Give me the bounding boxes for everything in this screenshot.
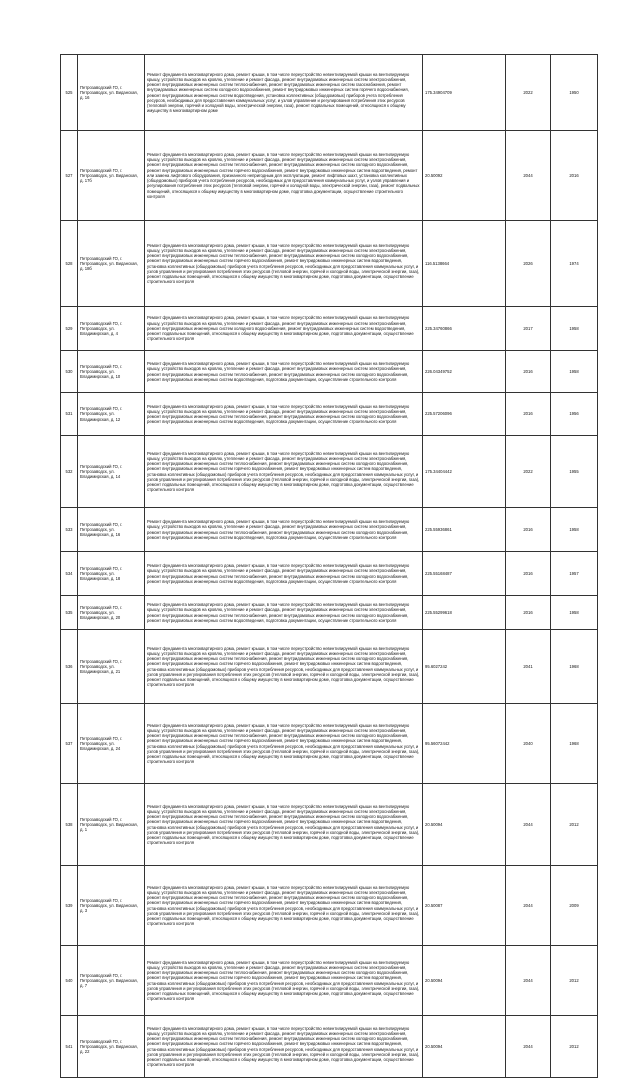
construction-year-cell-text: 1958 <box>569 368 579 374</box>
works-list-cell-text: Ремонт фундамента многоквартирного дома, ремонт крыши, в том числе переустройство невентилируемой крыши на вентилируемую крышу, устройство выходов на кровлю, утепление и ремонт фасада, ремонт внутридомовых инженерных систем электроснабжения, ремонт внутридомовых инженерных систем теплоснабжения, ремонт внутридомовых инженерных систем холодного водоснабжения, ремонт внутридомовых инженерных систем водоотведения, подготовка документации, осуществление строительного контроля <box>147 602 410 623</box>
address-cell <box>78 351 145 393</box>
address-cell <box>78 436 145 508</box>
works-list-cell <box>145 351 423 393</box>
table-row <box>61 946 598 1016</box>
planned-year-cell-text: 2022 <box>523 89 533 95</box>
works-list-cell-text: Ремонт фундамента многоквартирного дома, ремонт крыши, в том числе переустройство невентилируемой крыши на вентилируемую крышу, устройство выходов на кровлю, утепление и ремонт фасада, ремонт внутридомовых инженерных систем электроснабжения, ремонт внутридомовых инженерных систем теплоснабжения, ремонт внутридомовых инженерных систем холодного водоснабжения, ремонт внутридомовых инженерных систем горячего водоснабжения, ремонт внутридомовых инженерных систем водоотведения, ремонт или замена лифтового оборудования, признанного непригодным для эксплуатации, ремонт лифтовых шахт, установка коллективных (общедомовых) приборов учета потребления ресурсов, необходимых для предоставления коммунальных услуг, и узлов управления и регулирования потребления этих ресурсов (тепловой энергии, горячей и холодной воды, электрической энергии, газа), ремонт подвальных помещений, относящихся к общему имуществу в многоквартирном доме, подготовка документации, осуществление строительного контроля <box>147 152 420 199</box>
works-list-cell <box>145 393 423 436</box>
address-cell-text: Петрозаводский ГО, г. Петрозаводск, ул. Виданская, д. 22 <box>80 1038 138 1055</box>
row-number <box>61 508 78 552</box>
row-number-text: 525 <box>65 89 73 95</box>
row-number-text: 537 <box>65 740 73 746</box>
works-list-cell <box>145 508 423 552</box>
row-number <box>61 131 78 221</box>
works-list-cell-text: Ремонт фундамента многоквартирного дома, ремонт крыши, в том числе переустройство невентилируемой крыши на вентилируемую крышу, устройство выходов на кровлю, утепление и ремонт фасада, ремонт внутридомовых инженерных систем электроснабжения, ремонт внутридомовых инженерных систем теплоснабжения, ремонт внутридомовых инженерных систем холодного водоснабжения, ремонт внутридомовых инженерных систем водоотведения, подготовка документации, осуществление строительного контроля <box>147 563 410 584</box>
works-list-cell-text: Ремонт фундамента многоквартирного дома, ремонт крыши, в том числе переустройство невентилируемой крыши на вентилируемую крышу, устройство выходов на кровлю, утепление и ремонт фасада, ремонт внутридомовых инженерных систем электроснабжения, ремонт внутридомовых инженерных систем теплоснабжения, ремонт внутридомовых инженерных систем холодного водоснабжения, ремонт внутридомовых инженерных систем горячего водоснабжения, ремонт внутридомовых инженерных систем водоотведения, установка коллективных (общедомовых) приборов учета потребления ресурсов, необходимых для предоставления коммунальных услуг, и узлов управления и регулирования потребления этих ресурсов (тепловой энергии, горячей и холодной воды, электрической энергии, газа), ремонт подвальных помещений, относящихся к общему имуществу в многоквартирном доме, подготовка документации, осуществление строительного контроля <box>147 959 420 1002</box>
construction-year-cell <box>551 508 598 552</box>
address-cell <box>78 784 145 866</box>
cost-value-cell <box>423 508 506 552</box>
row-number <box>61 393 78 436</box>
works-list-cell-text: Ремонт фундамента многоквартирного дома, ремонт крыши, в том числе переустройство невентилируемой крыши на вентилируемую крышу, устройство выходов на кровлю, утепление и ремонт фасада, ремонт внутридомовых инженерных систем электроснабжения, ремонт внутридомовых инженерных систем теплоснабжения, ремонт внутридомовых инженерных систем холодного водоснабжения, ремонт внутридомовых инженерных систем водоотведения, подготовка документации, осуществление строительного контроля <box>147 403 410 425</box>
construction-year-cell-text: 1958 <box>569 526 579 532</box>
row-number-text: 527 <box>65 172 73 178</box>
table-row <box>61 630 598 704</box>
planned-year-cell <box>506 393 551 436</box>
planned-year-cell-text: 2016 <box>523 411 533 417</box>
address-cell-text: Петрозаводский ГО, г. Петрозаводск, ул. Владимирская, д. 18 <box>80 565 123 582</box>
planned-year-cell <box>506 508 551 552</box>
address-cell <box>78 596 145 630</box>
planned-year-cell-text: 2044 <box>523 902 533 908</box>
cost-value-cell <box>423 596 506 630</box>
works-list-cell <box>145 221 423 307</box>
address-cell-text: Петрозаводский ГО, г. Петрозаводск, ул. Виданская, д. 17б <box>80 167 138 184</box>
cost-value-cell-text: 175.34404442 <box>425 468 452 474</box>
cost-value-cell-text: 20.50092 <box>425 172 443 178</box>
works-list-cell <box>145 131 423 221</box>
table-row <box>61 436 598 508</box>
row-number <box>61 351 78 393</box>
cost-value-cell-text: 225.57206096 <box>425 411 452 417</box>
table-row <box>61 307 598 351</box>
cost-value-cell <box>423 552 506 596</box>
cost-value-cell <box>423 436 506 508</box>
row-number-text: 536 <box>65 663 73 669</box>
address-cell-text: Петрозаводский ГО, г. Петрозаводск, ул. Владимирская, д. 4 <box>80 320 123 337</box>
row-number-text: 535 <box>65 609 73 615</box>
works-list-cell-text: Ремонт фундамента многоквартирного дома, ремонт крыши, в том числе переустройство невентилируемой крыши на вентилируемую крышу, устройство выходов на кровлю, утепление и ремонт фасада, ремонт внутридомовых инженерных систем электроснабжения, ремонт внутридомовых инженерных систем теплоснабжения, ремонт внутридомовых инженерных систем холодного водоснабжения, ремонт внутридомовых инженерных систем горячего водоснабжения, ремонт внутридомовых инженерных систем водоотведения, установка коллективных (общедомовых) приборов учета потребления ресурсов, необходимых для предоставления коммунальных услуг, и узлов управления и регулирования потребления этих ресурсов (тепловой энергии, горячей и холодной воды, электрической энергии, газа), ремонт подвальных помещений, относящихся к общему имуществу в многоквартирном доме, подготовка документации, осуществление строительного контроля <box>147 722 420 765</box>
table-body <box>61 55 598 1078</box>
address-cell <box>78 704 145 784</box>
planned-year-cell-text: 2041 <box>523 663 533 669</box>
address-cell-text: Петрозаводский ГО, г. Петрозаводск, ул. Виданская, д. 1 <box>80 816 138 833</box>
row-number-text: 540 <box>65 977 73 983</box>
works-list-cell <box>145 55 423 131</box>
works-list-cell <box>145 704 423 784</box>
row-number-text: 531 <box>65 411 73 417</box>
row-number <box>61 630 78 704</box>
address-cell-text: Петрозаводский ГО, г. Петрозаводск, ул. Владимирская, д. 10 <box>80 363 123 380</box>
cost-value-cell <box>423 946 506 1016</box>
planned-year-cell <box>506 221 551 307</box>
construction-year-cell-text: 1974 <box>569 260 579 266</box>
works-list-cell-text: Ремонт фундамента многоквартирного дома, ремонт крыши, в том числе переустройство невентилируемой крыши на вентилируемую крышу, устройство выходов на кровлю, утепление и ремонт фасада, ремонт внутридомовых инженерных систем электроснабжения, ремонт внутридомовых инженерных систем теплоснабжения, ремонт внутридомовых инженерных систем газоснабжения, ремонт внутридомовых инженерных систем холодного водоснабжения, ремонт внутридомовых инженерных систем горячего водоснабжения, ремонт внутридомовых инженерных систем водоотведения, установка коллективных (общедомовых) приборов учета потребления ресурсов, необходимых для предоставления коммунальных услуг, и узлов управления и регулирования потребления этих ресурсов (тепловой энергии, горячей и холодной воды, электрической энергии, газа), ремонт подвальных помещений, относящихся к общему имуществу в многоквартирном доме <box>147 71 410 114</box>
planned-year-cell <box>506 866 551 946</box>
address-cell-text: Петрозаводский ГО, г. Петрозаводск, ул. Владимирская, д. 24 <box>80 735 123 752</box>
address-cell <box>78 393 145 436</box>
planned-year-cell-text: 2044 <box>523 977 533 983</box>
table-row <box>61 1016 598 1078</box>
construction-year-cell-text: 1950 <box>569 89 579 95</box>
planned-year-cell-text: 2044 <box>523 821 533 827</box>
construction-year-cell <box>551 596 598 630</box>
row-number-text: 532 <box>65 468 73 474</box>
cost-value-cell-text: 225.55299618 <box>425 609 452 615</box>
row-number <box>61 1016 78 1078</box>
construction-year-cell <box>551 55 598 131</box>
planned-year-cell-text: 2026 <box>523 260 533 266</box>
planned-year-cell <box>506 1016 551 1078</box>
cost-value-cell-text: 95.6027242 <box>425 663 448 669</box>
row-number-text: 538 <box>65 821 73 827</box>
row-number-text: 539 <box>65 902 73 908</box>
cost-value-cell <box>423 221 506 307</box>
construction-year-cell <box>551 131 598 221</box>
construction-year-cell <box>551 866 598 946</box>
table-row <box>61 55 598 131</box>
table-row <box>61 221 598 307</box>
works-list-cell <box>145 784 423 866</box>
row-number <box>61 221 78 307</box>
cost-value-cell-text: 225.55936861 <box>425 526 452 532</box>
row-number-text: 534 <box>65 570 73 576</box>
address-cell-text: Петрозаводский ГО, г. Петрозаводск, ул. Виданская, д. 7 <box>80 972 138 989</box>
row-number <box>61 784 78 866</box>
planned-year-cell-text: 2017 <box>523 325 533 331</box>
works-list-cell <box>145 436 423 508</box>
construction-year-cell-text: 2012 <box>569 977 579 983</box>
construction-year-cell <box>551 784 598 866</box>
address-cell-text: Петрозаводский ГО, г. Петрозаводск, ул. Владимирская, д. 12 <box>80 406 123 422</box>
table-row <box>61 351 598 393</box>
cost-value-cell <box>423 784 506 866</box>
construction-year-cell-text: 1955 <box>569 468 579 474</box>
cost-value-cell <box>423 1016 506 1078</box>
construction-year-cell <box>551 307 598 351</box>
row-number-text: 529 <box>65 325 73 331</box>
address-cell <box>78 552 145 596</box>
row-number-text: 541 <box>65 1043 73 1049</box>
address-cell-text: Петрозаводский ГО, г. Петрозаводск, ул. Владимирская, д. 21 <box>80 658 123 675</box>
row-number <box>61 704 78 784</box>
address-cell <box>78 55 145 131</box>
works-list-cell-text: Ремонт фундамента многоквартирного дома, ремонт крыши, в том числе переустройство невентилируемой крыши на вентилируемую крышу, устройство выходов на кровлю, утепление и ремонт фасада, ремонт внутридомовых инженерных систем электроснабжения, ремонт внутридомовых инженерных систем теплоснабжения, ремонт внутридомовых инженерных систем холодного водоснабжения, ремонт внутридомовых инженерных систем горячего водоснабжения, ремонт внутридомовых инженерных систем водоотведения, установка коллективных (общедомовых) приборов учета потребления ресурсов, необходимых для предоставления коммунальных услуг, и узлов управления и регулирования потребления этих ресурсов (тепловой энергии, горячей и холодной воды, электрической энергии, газа), ремонт подвальных помещений, относящихся к общему имуществу в многоквартирном доме, подготовка документации, осуществление строительного контроля <box>147 884 420 927</box>
planned-year-cell <box>506 630 551 704</box>
address-cell-text: Петрозаводский ГО, г. Петрозаводск, ул. Виданская, д. 18б <box>80 255 138 272</box>
planned-year-cell-text: 2016 <box>523 368 533 374</box>
address-cell <box>78 866 145 946</box>
table-row <box>61 131 598 221</box>
planned-year-cell <box>506 131 551 221</box>
row-number <box>61 946 78 1016</box>
table-row <box>61 866 598 946</box>
works-list-cell-text: Ремонт фундамента многоквартирного дома, ремонт крыши, в том числе переустройство невентилируемой крыши на вентилируемую крышу, устройство выходов на кровлю, утепление и ремонт фасада, ремонт внутридомовых инженерных систем электроснабжения, ремонт внутридомовых инженерных систем теплоснабжения, ремонт внутридомовых инженерных систем холодного водоснабжения, ремонт внутридомовых инженерных систем горячего водоснабжения, ремонт внутридомовых инженерных систем водоотведения, установка коллективных (общедомовых) приборов учета потребления ресурсов, необходимых для предоставления коммунальных услуг, и узлов управления и регулирования потребления этих ресурсов (тепловой энергии, горячей и холодной воды, электрической энергии, газа), ремонт подвальных помещений, относящихся к общему имуществу в многоквартирном доме, подготовка документации, осуществление строительного контроля <box>147 803 420 846</box>
table-row <box>61 704 598 784</box>
works-list-cell <box>145 552 423 596</box>
table-row <box>61 552 598 596</box>
construction-year-cell-text: 2009 <box>569 902 579 908</box>
document-page <box>60 54 583 1078</box>
works-list-cell-text: Ремонт фундамента многоквартирного дома, ремонт крыши, в том числе переустройство невентилируемой крыши на вентилируемую крышу, устройство выходов на кровлю, утепление и ремонт фасада, ремонт внутридомовых инженерных систем электроснабжения, ремонт внутридомовых инженерных систем теплоснабжения, ремонт внутридомовых инженерных систем холодного водоснабжения, ремонт внутридомовых инженерных систем горячего водоснабжения, ремонт внутридомовых инженерных систем водоотведения, установка коллективных (общедомовых) приборов учета потребления ресурсов, необходимых для предоставления коммунальных услуг, и узлов управления и регулирования потребления этих ресурсов (тепловой энергии, горячей и холодной воды, электрической энергии, газа), ремонт подвальных помещений, относящихся к общему имуществу в многоквартирном доме, подготовка документации, осуществление строительного контроля <box>147 450 420 493</box>
construction-year-cell <box>551 704 598 784</box>
construction-year-cell <box>551 351 598 393</box>
construction-year-cell-text: 1968 <box>569 663 579 669</box>
planned-year-cell <box>506 55 551 131</box>
works-list-cell <box>145 866 423 946</box>
cost-value-cell-text: 20.50094 <box>425 821 443 827</box>
table-row <box>61 784 598 866</box>
works-list-cell-text: Ремонт фундамента многоквартирного дома, ремонт крыши, в том числе переустройство невентилируемой крыши на вентилируемую крышу, устройство выходов на кровлю, утепление и ремонт фасада, ремонт внутридомовых инженерных систем электроснабжения, ремонт внутридомовых инженерных систем теплоснабжения, ремонт внутридомовых инженерных систем холодного водоснабжения, ремонт внутридомовых инженерных систем горячего водоснабжения, ремонт внутридомовых инженерных систем водоотведения, установка коллективных (общедомовых) приборов учета потребления ресурсов, необходимых для предоставления коммунальных услуг, и узлов управления и регулирования потребления этих ресурсов (тепловой энергии, горячей и холодной воды, электрической энергии, газа), ремонт подвальных помещений, относящихся к общему имуществу в многоквартирном доме, подготовка документации, осуществление строительного контроля <box>147 645 420 688</box>
address-cell <box>78 1016 145 1078</box>
address-cell <box>78 630 145 704</box>
construction-year-cell <box>551 946 598 1016</box>
table-row <box>61 596 598 630</box>
cost-value-cell <box>423 630 506 704</box>
works-list-cell <box>145 1016 423 1078</box>
works-list-cell-text: Ремонт фундамента многоквартирного дома, ремонт крыши, в том числе переустройство невентилируемой крыши на вентилируемую крышу, устройство выходов на кровлю, утепление и ремонт фасада, ремонт внутридомовых инженерных систем электроснабжения, ремонт внутридомовых инженерных систем холодного водоснабжения, ремонт внутридомовых инженерных систем водоотведения, ремонт подвальных помещений, относящихся к общему имуществу в многоквартирном доме, подготовка документации, осуществление строительного контроля <box>147 315 414 342</box>
works-list-cell-text: Ремонт фундамента многоквартирного дома, ремонт крыши, в том числе переустройство невентилируемой крыши на вентилируемую крышу, устройство выходов на кровлю, утепление и ремонт фасада, ремонт внутридомовых инженерных систем электроснабжения, ремонт внутридомовых инженерных систем теплоснабжения, ремонт внутридомовых инженерных систем холодного водоснабжения, ремонт внутридомовых инженерных систем водоотведения, подготовка документации, осуществление строительного контроля <box>147 519 410 540</box>
construction-year-cell <box>551 393 598 436</box>
planned-year-cell <box>506 552 551 596</box>
address-cell <box>78 946 145 1016</box>
construction-year-cell <box>551 552 598 596</box>
address-cell <box>78 221 145 307</box>
cost-value-cell <box>423 131 506 221</box>
planned-year-cell-text: 2044 <box>523 1043 533 1049</box>
planned-year-cell <box>506 351 551 393</box>
row-number <box>61 552 78 596</box>
planned-year-cell-text: 2016 <box>523 526 533 532</box>
address-cell-text: Петрозаводский ГО, г. Петрозаводск, ул. Виданская, д. 3 <box>80 897 138 914</box>
cost-value-cell <box>423 866 506 946</box>
construction-year-cell <box>551 221 598 307</box>
planned-year-cell-text: 2022 <box>523 468 533 474</box>
construction-year-cell-text: 1958 <box>569 325 579 331</box>
works-list-cell <box>145 630 423 704</box>
construction-year-cell <box>551 630 598 704</box>
cost-value-cell-text: 20.50094 <box>425 1043 443 1049</box>
cost-value-cell <box>423 393 506 436</box>
row-number <box>61 866 78 946</box>
planned-year-cell-text: 2040 <box>523 740 533 746</box>
cost-value-cell-text: 20.50094 <box>425 977 443 983</box>
cost-value-cell-text: 175.34904709 <box>425 89 452 95</box>
row-number <box>61 596 78 630</box>
construction-year-cell-text: 2016 <box>569 172 579 178</box>
planned-year-cell-text: 2044 <box>523 172 533 178</box>
table-row <box>61 393 598 436</box>
address-cell <box>78 131 145 221</box>
row-number-text: 528 <box>65 260 73 266</box>
cost-value-cell <box>423 704 506 784</box>
cost-value-cell-text: 225.34760866 <box>425 325 452 331</box>
cost-value-cell <box>423 55 506 131</box>
works-list-cell-text: Ремонт фундамента многоквартирного дома, ремонт крыши, в том числе переустройство невентилируемой крыши на вентилируемую крышу, устройство выходов на кровлю, утепление и ремонт фасада, ремонт внутридомовых инженерных систем электроснабжения, ремонт внутридомовых инженерных систем теплоснабжения, ремонт внутридомовых инженерных систем холодного водоснабжения, ремонт внутридомовых инженерных систем горячего водоснабжения, ремонт внутридомовых инженерных систем водоотведения, установка коллективных (общедомовых) приборов учета потребления ресурсов, необходимых для предоставления коммунальных услуг, и узлов управления и регулирования потребления этих ресурсов (тепловой энергии, горячей и холодной воды, электрической энергии, газа), ремонт подвальных помещений, относящихся к общему имуществу в многоквартирном доме, подготовка документации, осуществление строительного контроля <box>147 242 420 285</box>
works-list-cell-text: Ремонт фундамента многоквартирного дома, ремонт крыши, в том числе переустройство невентилируемой крыши на вентилируемую крышу, устройство выходов на кровлю, утепление и ремонт фасада, ремонт внутридомовых инженерных систем электроснабжения, ремонт внутридомовых инженерных систем теплоснабжения, ремонт внутридомовых инженерных систем холодного водоснабжения, ремонт внутридомовых инженерных систем горячего водоснабжения, ремонт внутридомовых инженерных систем водоотведения, установка коллективных (общедомовых) приборов учета потребления ресурсов, необходимых для предоставления коммунальных услуг, и узлов управления и регулирования потребления этих ресурсов (тепловой энергии, горячей и холодной воды, электрической энергии, газа), ремонт подвальных помещений, относящихся к общему имуществу в многоквартирном доме, подготовка документации, осуществление строительного контроля <box>147 1025 420 1068</box>
cost-value-cell <box>423 307 506 351</box>
construction-year-cell-text: 1957 <box>569 570 579 576</box>
planned-year-cell <box>506 596 551 630</box>
works-list-cell <box>145 307 423 351</box>
cost-value-cell <box>423 351 506 393</box>
address-cell-text: Петрозаводский ГО, г. Петрозаводск, ул. Виданская, д. 16 <box>80 84 138 101</box>
address-cell-text: Петрозаводский ГО, г. Петрозаводск, ул. Владимирская, д. 14 <box>80 463 123 480</box>
cost-value-cell-text: 116.5138664 <box>425 260 450 266</box>
works-list-cell <box>145 946 423 1016</box>
address-cell-text: Петрозаводский ГО, г. Петрозаводск, ул. Владимирская, д. 20 <box>80 604 123 621</box>
table-row <box>61 508 598 552</box>
planned-year-cell <box>506 946 551 1016</box>
row-number-text: 533 <box>65 526 73 532</box>
row-number <box>61 436 78 508</box>
construction-year-cell-text: 1956 <box>569 411 579 417</box>
cost-value-cell-text: 226.04349752 <box>425 368 452 374</box>
construction-year-cell-text: 1968 <box>569 740 579 746</box>
cost-value-cell-text: 225.55168487 <box>425 570 452 576</box>
address-cell <box>78 508 145 552</box>
row-number-text: 530 <box>65 368 73 374</box>
construction-year-cell-text: 2012 <box>569 821 579 827</box>
planned-year-cell <box>506 704 551 784</box>
planned-year-cell-text: 2016 <box>523 570 533 576</box>
construction-year-cell <box>551 1016 598 1078</box>
row-number <box>61 55 78 131</box>
works-list-cell-text: Ремонт фундамента многоквартирного дома, ремонт крыши, в том числе переустройство невентилируемой крыши на вентилируемую крышу, устройство выходов на кровлю, утепление и ремонт фасада, ремонт внутридомовых инженерных систем электроснабжения, ремонт внутридомовых инженерных систем теплоснабжения, ремонт внутридомовых инженерных систем холодного водоснабжения, ремонт внутридомовых инженерных систем водоотведения, подготовка документации, осуществление строительного контроля <box>147 361 410 382</box>
works-list-cell <box>145 596 423 630</box>
address-cell <box>78 307 145 351</box>
cost-value-cell-text: 20.50087 <box>425 902 443 908</box>
cost-value-cell-text: 95.56072442 <box>425 740 450 746</box>
row-number <box>61 307 78 351</box>
planned-year-cell <box>506 307 551 351</box>
construction-year-cell <box>551 436 598 508</box>
planned-year-cell-text: 2016 <box>523 609 533 615</box>
address-cell-text: Петрозаводский ГО, г. Петрозаводск, ул. Владимирская, д. 16 <box>80 521 123 538</box>
construction-year-cell-text: 2012 <box>569 1043 579 1049</box>
construction-year-cell-text: 1958 <box>569 609 579 615</box>
planned-year-cell <box>506 784 551 866</box>
capital-repair-table <box>60 54 598 1078</box>
planned-year-cell <box>506 436 551 508</box>
